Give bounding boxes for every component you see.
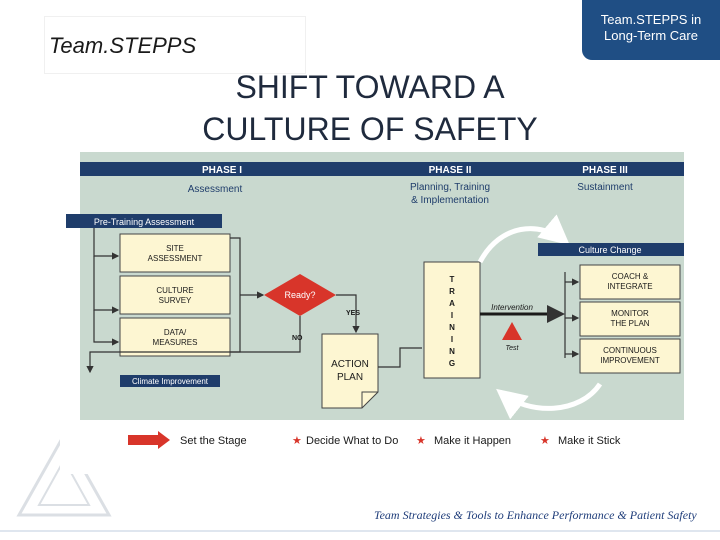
legend-star-icon: ★ (292, 435, 302, 447)
legend-set-the-stage: Set the Stage (180, 435, 247, 447)
training-letter: R (449, 287, 455, 296)
culture-survey-line-2: SURVEY (158, 296, 192, 305)
legend-make-it-happen: Make it Happen (434, 435, 512, 447)
phase-3-sub: Sustainment (577, 182, 633, 193)
action-plan-box (322, 334, 378, 408)
corner-badge (582, 0, 720, 60)
training-letter: N (449, 347, 455, 356)
culture-survey-box (120, 276, 230, 314)
logo-text: Team.STEPPS (49, 33, 197, 58)
test-label: Test (505, 345, 519, 352)
site-assessment-line-2: ASSESSMENT (147, 254, 203, 263)
ready-label: Ready? (284, 290, 316, 300)
training-letter: I (450, 311, 454, 320)
culture-of-safety-diagram (60, 152, 684, 474)
slide-title (160, 66, 580, 150)
training-letter: N (449, 323, 455, 332)
culture-survey-line-1: CULTURE (156, 286, 194, 295)
site-assessment-box (120, 234, 230, 272)
legend-star-icon: ★ (540, 435, 550, 447)
phase-2-label: PHASE II (428, 165, 472, 176)
legend-decide-what-to-do: Decide What to Do (306, 435, 399, 447)
data-measures-box (120, 318, 230, 356)
footer-divider (0, 530, 720, 532)
pre-training-label: Pre-Training Assessment (93, 217, 195, 227)
corner-line-2: Long-Term Care (604, 28, 698, 43)
training-letter: T (449, 275, 455, 284)
corner-line-1: Team.STEPPS in (600, 12, 702, 27)
footer-tagline: Team Strategies & Tools to Enhance Performance & Patient Safety (374, 508, 697, 522)
monitor-plan-line-2: THE PLAN (610, 319, 650, 328)
action-plan-line-1: ACTION (331, 359, 369, 370)
phase-2-sub-line-1: Planning, Training (409, 182, 491, 193)
phase-1-sub: Assessment (187, 184, 243, 195)
phase-1-label: PHASE I (201, 165, 243, 176)
training-letter: A (449, 299, 455, 308)
legend-star-icon: ★ (416, 435, 426, 447)
monitor-plan-line-1: MONITOR (611, 309, 649, 318)
climate-improvement-label: Climate Improvement (131, 377, 209, 386)
slide-title-line-2: CULTURE OF SAFETY (202, 111, 538, 147)
training-letter: G (448, 359, 456, 368)
data-measures-line-2: MEASURES (152, 338, 198, 347)
continuous-improvement-line-2: IMPROVEMENT (600, 356, 660, 365)
culture-change-label: Culture Change (578, 245, 642, 255)
site-assessment-line-1: SITE (166, 244, 184, 253)
continuous-improvement-line-1: CONTINUOUS (603, 346, 657, 355)
yes-label: YES (346, 310, 361, 317)
training-letter: I (450, 335, 454, 344)
slide-title-line-1: SHIFT TOWARD A (235, 69, 505, 105)
intervention-label: Intervention (491, 303, 533, 312)
no-label: NO (292, 335, 303, 342)
legend-make-it-stick: Make it Stick (558, 435, 621, 447)
data-measures-line-1: DATA/ (163, 328, 187, 337)
coach-integrate-line-1: COACH & (611, 272, 649, 281)
phase-2-sub-line-2: & Implementation (411, 195, 489, 206)
action-plan-line-2: PLAN (336, 372, 364, 383)
coach-integrate-line-2: INTEGRATE (607, 282, 653, 291)
phase-3-label: PHASE III (582, 165, 628, 176)
